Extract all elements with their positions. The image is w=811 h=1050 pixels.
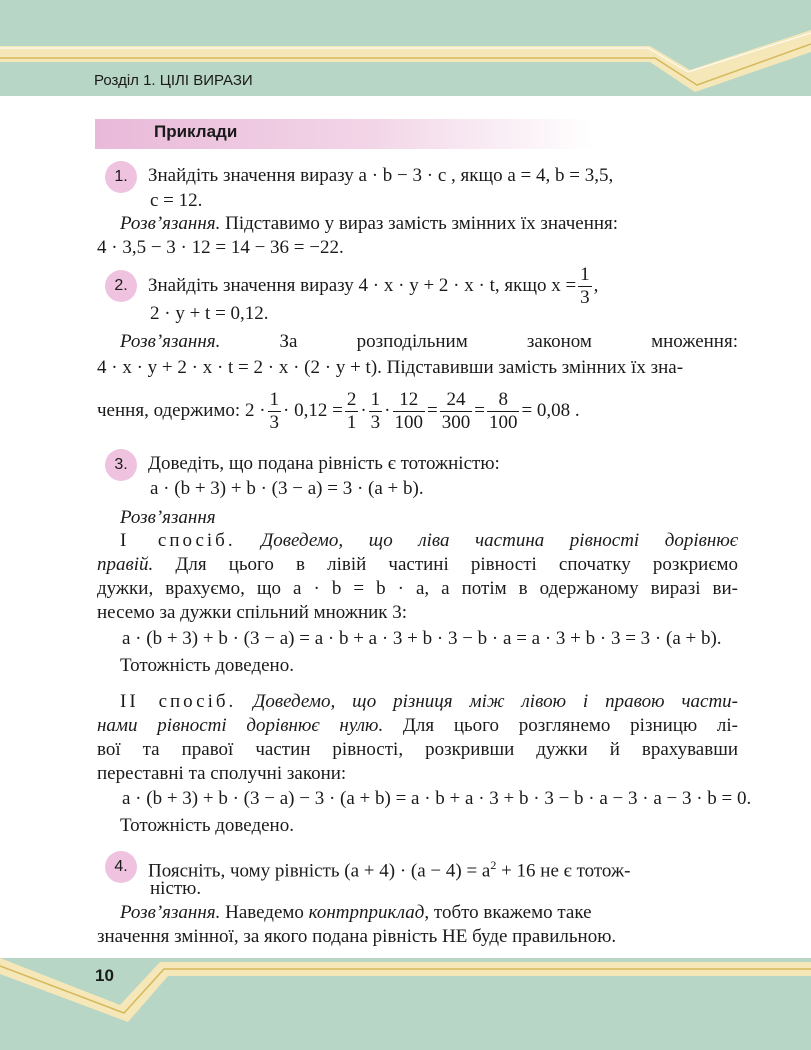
solution-text: контрприклад bbox=[308, 902, 425, 923]
example-1-task-line: Знайдіть значення виразу a · b − 3 · c , якщо a = 4, b = 3,5, bbox=[148, 165, 614, 186]
method-2-equation: a · (b + 3) + b · (3 − a) − 3 · (a + b) = a · b + a · 3 + b · 3 − b · a − 3 · a − 3 · b = 0. bbox=[122, 788, 752, 809]
fraction-numerator: 12 bbox=[393, 389, 426, 412]
method-1-line: дужки, врахуємо, що a · b = b · a, а потім в одержаному виразі ви- bbox=[97, 578, 738, 599]
fraction bbox=[440, 389, 473, 434]
fraction-denominator: 1 bbox=[346, 411, 357, 433]
fraction-denominator: 3 bbox=[370, 411, 381, 433]
page-number: 10 bbox=[95, 966, 114, 985]
fraction-denominator: 3 bbox=[269, 411, 280, 433]
method-text: правій. bbox=[97, 554, 154, 575]
method-text: Для цього розглянемо різницю лі- bbox=[383, 715, 738, 736]
method-1-line: несемо за дужки спільний множник 3: bbox=[97, 602, 408, 623]
solution-text: , тобто вкажемо таке bbox=[424, 902, 592, 923]
fraction bbox=[578, 264, 592, 309]
solution-text: Підставимо у вираз замість змінних їх значення: bbox=[220, 213, 619, 234]
solution-text: = 0,08 . bbox=[521, 400, 580, 421]
fraction bbox=[268, 389, 282, 434]
method-text: Доведемо, що ліва частина рівності дорівнює bbox=[235, 530, 739, 551]
method-2-line: вої та правої частин рівності, розкривши дужки й врахувавши bbox=[97, 739, 738, 760]
example-1-solution-line bbox=[120, 212, 618, 236]
exponent: 2 bbox=[490, 858, 497, 872]
fraction bbox=[369, 389, 383, 434]
solution-label: Розв’язання. bbox=[120, 331, 221, 352]
solution-text: За розподільним законом множення: bbox=[220, 331, 738, 352]
fraction-denominator: 100 bbox=[394, 411, 423, 433]
fraction-denominator: 3 bbox=[580, 286, 590, 308]
math-operator: = bbox=[427, 400, 438, 421]
task-text: , bbox=[593, 275, 599, 296]
method-1-conclusion: Тотожність доведено. bbox=[120, 655, 294, 676]
math-operator: = bbox=[474, 400, 485, 421]
solution-label: Розв’язання. bbox=[120, 213, 221, 234]
solution-label: Розв’язання. bbox=[120, 902, 221, 923]
footer-decoration bbox=[0, 950, 811, 1050]
method-2-conclusion: Тотожність доведено. bbox=[120, 815, 294, 836]
fraction-numerator: 8 bbox=[487, 389, 520, 412]
example-4-task-line bbox=[148, 853, 630, 883]
chapter-title: Розділ 1. ЦІЛІ ВИРАЗИ bbox=[94, 72, 253, 89]
solution-text: Наведемо bbox=[220, 902, 309, 923]
fraction-numerator: 24 bbox=[440, 389, 473, 412]
method-1-line bbox=[97, 553, 738, 577]
solution-label: Розв’язання bbox=[120, 507, 216, 528]
example-1-task-line: c = 12. bbox=[150, 190, 203, 211]
method-2-line bbox=[97, 714, 738, 738]
example-2-solution-line bbox=[97, 387, 580, 435]
task-text: Знайдіть значення виразу 4 · x · y + 2 · x · t, якщо x = bbox=[148, 275, 577, 296]
fraction-numerator: 1 bbox=[580, 263, 590, 285]
task-text: Поясніть, чому рівність (a + 4) · (a − 4) = a bbox=[148, 860, 491, 882]
example-4-task-line: ністю. bbox=[150, 878, 202, 899]
method-text: Доведемо, що різниця між лівою і правою части- bbox=[236, 691, 738, 712]
example-4-solution-line: значення змінної, за якого подана рівність НЕ буде правильною. bbox=[97, 926, 617, 947]
method-text: нами рівності дорівнює нулю. bbox=[97, 715, 384, 736]
method-2-line bbox=[120, 690, 738, 714]
method-label: ІІ спосіб. bbox=[120, 691, 237, 712]
solution-text: · 0,12 = bbox=[283, 400, 343, 421]
example-number-badge: 4. bbox=[105, 851, 137, 883]
example-number-badge: 3. bbox=[105, 449, 137, 481]
math-operator: · bbox=[360, 400, 367, 421]
example-number-badge: 1. bbox=[105, 161, 137, 193]
example-3-task-line: a · (b + 3) + b · (3 − a) = 3 · (a + b). bbox=[150, 478, 424, 499]
example-4-solution-line bbox=[120, 901, 592, 925]
example-2-solution-line bbox=[120, 330, 738, 354]
fraction-numerator: 2 bbox=[346, 388, 357, 410]
task-text: + 16 не є тотож- bbox=[496, 860, 631, 882]
solution-text: чення, одержимо: 2 · bbox=[97, 400, 266, 421]
method-1-equation: a · (b + 3) + b · (3 − a) = a · b + a · 3 + b · 3 − b · a = a · 3 + b · 3 = 3 · (a + b). bbox=[122, 628, 722, 649]
example-number-badge: 2. bbox=[105, 270, 137, 302]
method-2-line: переставні та сполучні закони: bbox=[97, 763, 347, 784]
fraction bbox=[345, 389, 359, 434]
fraction-denominator: 300 bbox=[441, 411, 471, 433]
method-text: Для цього в лівій частині рівності спочатку розкриємо bbox=[153, 554, 738, 575]
example-2-task-line: 2 · y + t = 0,12. bbox=[150, 303, 269, 324]
method-1-line bbox=[120, 529, 738, 553]
example-3-task-line: Доведіть, що подана рівність є тотожністю: bbox=[148, 453, 500, 474]
fraction-numerator: 1 bbox=[269, 388, 280, 410]
section-title: Приклади bbox=[154, 122, 238, 141]
fraction-numerator: 1 bbox=[370, 388, 381, 410]
fraction bbox=[487, 389, 520, 434]
math-operator: · bbox=[384, 400, 391, 421]
example-2-solution-line: 4 · x · y + 2 · x · t = 2 · x · (2 · y + t). Підставивши замість змінних їх зна- bbox=[97, 357, 684, 378]
method-label: І спосіб. bbox=[120, 530, 236, 551]
fraction-denominator: 100 bbox=[488, 411, 518, 433]
example-1-solution-line: 4 · 3,5 − 3 · 12 = 14 − 36 = −22. bbox=[97, 237, 344, 258]
fraction bbox=[393, 389, 426, 434]
